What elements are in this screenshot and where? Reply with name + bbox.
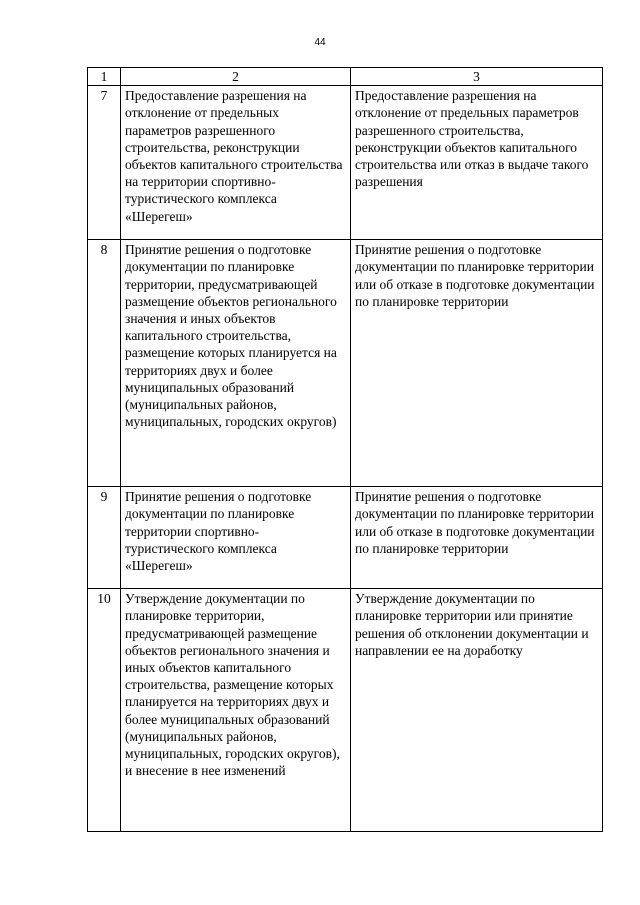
service-result-cell: Принятие решения о подготовке документации по планировке территории или об отказе в подготовке документации по планировке территории [351, 240, 603, 487]
table-row [88, 240, 603, 487]
service-result-cell: Принятие решения о подготовке документации по планировке территории или об отказе в подготовке документации по планировке территории [351, 487, 603, 589]
column-header-service: 2 [121, 68, 351, 86]
table-row [88, 86, 603, 240]
service-result-cell: Предоставление разрешения на отклонение от предельных параметров разрешенного строительства, реконструкции объектов капитального строительства или отказ в выдаче такого разрешения [351, 86, 603, 240]
page-number: 44 [314, 37, 326, 48]
service-name-cell: Принятие решения о подготовке документации по планировке территории спортивно-туристического комплекса «Шерегеш» [121, 487, 351, 589]
services-table [87, 67, 603, 832]
service-name-cell: Предоставление разрешения на отклонение от предельных параметров разрешенного строительства, реконструкции объектов капитального строительства на территории спортивно-туристического комплекса «Шерегеш» [121, 86, 351, 240]
row-number: 9 [88, 487, 121, 589]
service-name-cell: Принятие решения о подготовке документации по планировке территории, предусматривающей размещение объектов регионального значения и иных объектов капитального строительства, размещение которых планируется на территориях двух и более муниципальных образований (муниципальных районов, муниципальных, городских округов) [121, 240, 351, 487]
table-header-row [88, 68, 603, 86]
service-name-cell: Утверждение документации по планировке территории, предусматривающей размещение объектов регионального значения и иных объектов капитального строительства, размещение которых планируется на территориях двух и более муниципальных образований (муниципальных районов, муниципальных, городских округов), и внесение в нее изменений [121, 589, 351, 832]
table-row [88, 487, 603, 589]
row-number: 10 [88, 589, 121, 832]
column-header-result: 3 [351, 68, 603, 86]
column-header-number: 1 [88, 68, 121, 86]
table-row [88, 589, 603, 832]
row-number: 7 [88, 86, 121, 240]
row-number: 8 [88, 240, 121, 487]
service-result-cell: Утверждение документации по планировке территории или принятие решения об отклонении документации и направлении ее на доработку [351, 589, 603, 832]
